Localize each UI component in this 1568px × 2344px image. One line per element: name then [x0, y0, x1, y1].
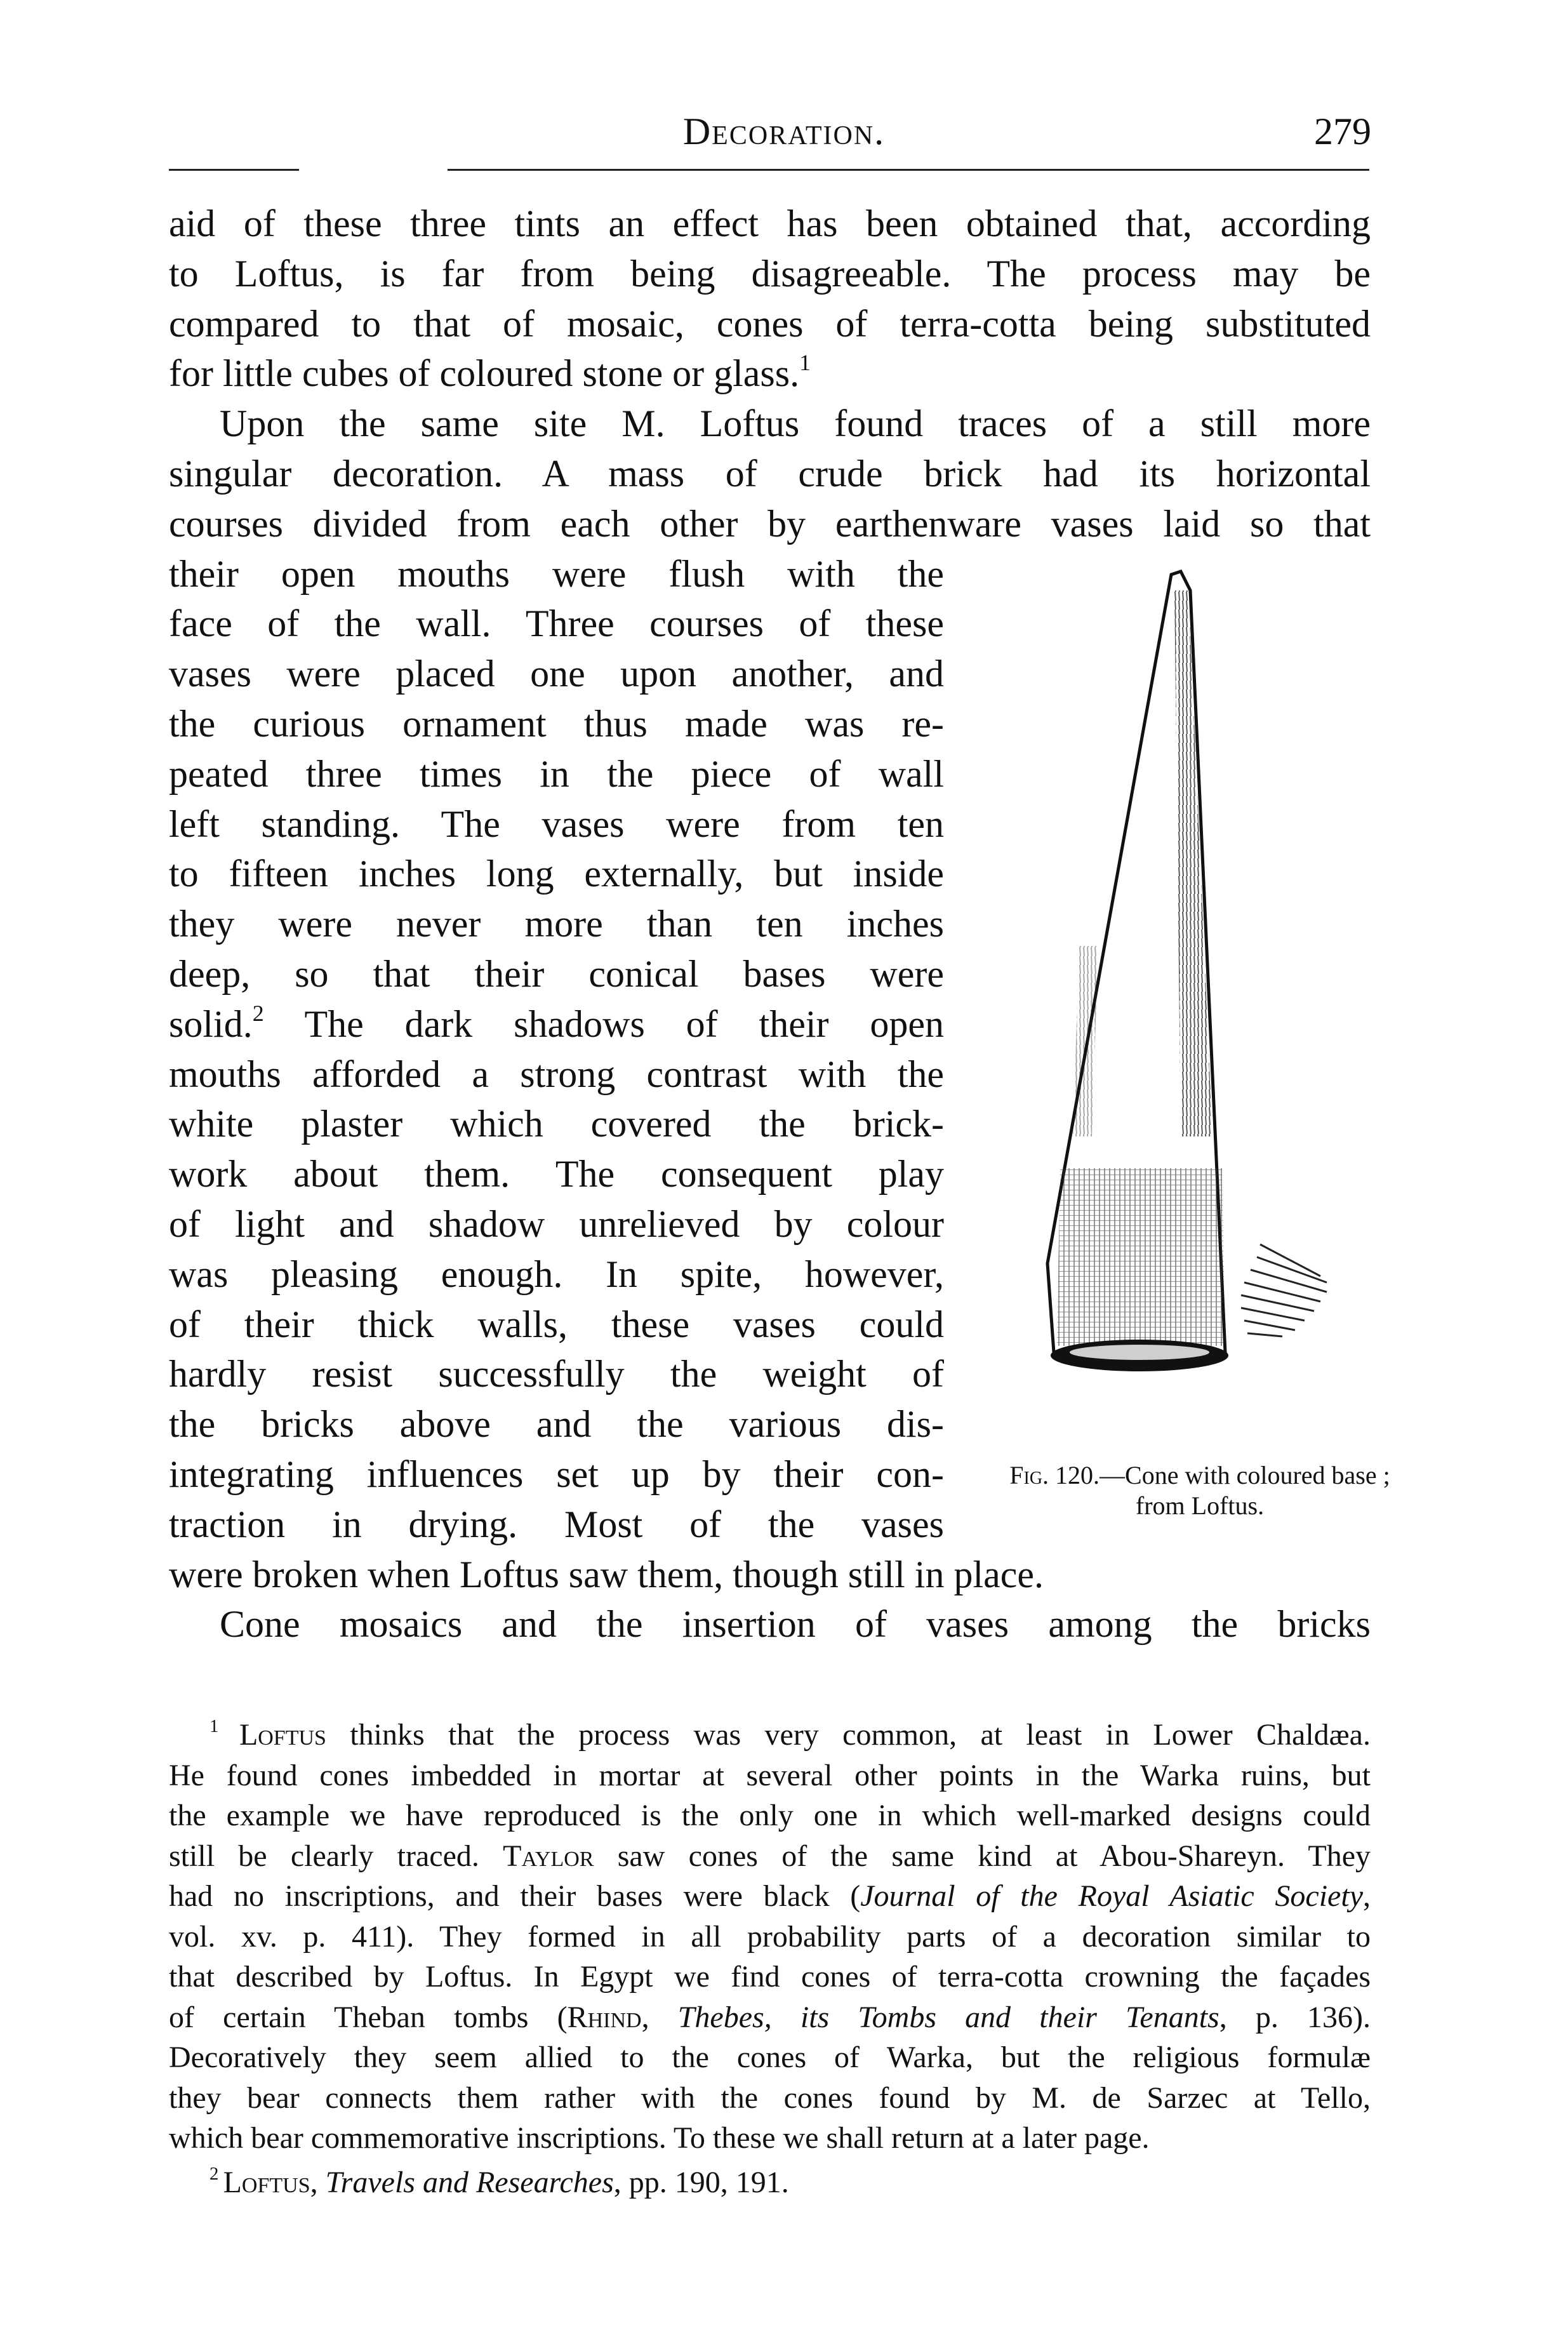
- body-line-text: Cone mosaics and the insertion of vases among the bricks: [220, 1603, 1371, 1646]
- footnote-text: they bear connects them rather with the cones found by M. de Sarzec at Tello,: [169, 2081, 1371, 2115]
- footnote-text: of certain Theban tombs (: [169, 2000, 568, 2034]
- body-line: [169, 949, 944, 999]
- body-line: [169, 1500, 944, 1550]
- body-line-text: vases were placed one upon another, and: [169, 653, 944, 695]
- body-line-text: hardly resist successfully the weight of: [169, 1353, 944, 1395]
- body-line: [169, 699, 944, 749]
- footnote-text: still be clearly traced.: [169, 1839, 503, 1873]
- body-line-text: was pleasing enough. In spite, however,: [169, 1253, 944, 1295]
- footnote-text: , pp. 190, 191.: [613, 2165, 789, 2199]
- body-line: [169, 849, 944, 899]
- body-line-text: for little cubes of coloured stone or glass.: [169, 352, 800, 395]
- body-line: [169, 899, 944, 949]
- body-line-text: courses divided from each other by earthenware vases laid so that: [169, 502, 1371, 545]
- body-line: [169, 1149, 944, 1199]
- body-line: [169, 1349, 944, 1399]
- body-line-text: were broken when Loftus saw them, though still in place.: [169, 1553, 1044, 1595]
- citation-title: Journal of the Royal Asiatic Society: [860, 1879, 1363, 1913]
- body-line-text: compared to that of mosaic, cones of terra-cotta being substituted: [169, 302, 1371, 345]
- body-line: [169, 1099, 944, 1149]
- body-line-text: face of the wall. Three courses of these: [169, 603, 944, 645]
- body-line: [169, 1049, 944, 1100]
- body-line: [169, 199, 1371, 249]
- body-line: [169, 349, 1371, 399]
- body-line-text: left standing. The vases were from ten: [169, 802, 944, 845]
- footnote-text: that described by Loftus. In Egypt we find cones of terra-cotta crowning the façades: [169, 1960, 1371, 1994]
- figure-label: Fig. 120.: [1009, 1461, 1100, 1489]
- header-rule-short: [169, 169, 299, 171]
- footnote-line: [169, 1755, 1371, 1796]
- body-line: [169, 449, 1371, 499]
- running-title: Decoration.: [682, 110, 886, 152]
- body-line: [169, 649, 944, 699]
- body-line: [220, 399, 1371, 449]
- body-line-text: to fifteen inches long externally, but inside: [169, 853, 944, 895]
- footnote-line: [209, 1715, 1371, 1755]
- footnote-number: 2: [209, 2163, 223, 2184]
- body-line: [169, 1449, 944, 1500]
- figure-caption-text: —Cone with coloured base ; from Loftus.: [1100, 1461, 1390, 1520]
- body-line: [169, 599, 944, 649]
- body-line: [169, 1249, 944, 1300]
- body-line-text: deep, so that their conical bases were: [169, 953, 944, 995]
- footnote-reference[interactable]: 1: [799, 350, 811, 376]
- footnote-text: vol. xv. p. 411). They formed in all probability parts of a decoration similar to: [169, 1919, 1371, 1954]
- body-line: [169, 799, 944, 849]
- footnote-text: ,: [310, 2165, 326, 2199]
- body-line: [169, 1550, 1371, 1600]
- page-number: 279: [1314, 110, 1371, 152]
- terra-cotta-cone-illustration: [1022, 565, 1352, 1435]
- footnote-text: Loftus: [239, 1718, 326, 1752]
- footnote-text: thinks that the process was very common, at least in Lower Chaldæa.: [326, 1718, 1371, 1752]
- footnote-text: the example we have reproduced is the only one in which well-marked designs could: [169, 1799, 1371, 1832]
- body-line-text: their open mouths were flush with the: [169, 552, 944, 595]
- body-line-text: aid of these three tints an effect has been obtained that, according: [169, 203, 1371, 244]
- footnote-text: Taylor: [503, 1839, 594, 1873]
- body-line-text: The dark shadows of their open: [263, 1002, 944, 1045]
- body-line-text: of their thick walls, these vases could: [169, 1303, 944, 1345]
- body-line: [220, 1599, 1371, 1649]
- body-line-text: the curious ornament thus made was re-: [169, 703, 944, 745]
- body-line-text: mouths afforded a strong contrast with the: [169, 1053, 944, 1095]
- body-line-text: integrating influences set up by their con-: [169, 1453, 944, 1495]
- body-line-text: of light and shadow unrelieved by colour: [169, 1203, 944, 1245]
- body-line: [169, 549, 944, 599]
- body-line-text: white plaster which covered the brick-: [169, 1103, 944, 1145]
- body-line-text: the bricks above and the various dis-: [169, 1403, 944, 1446]
- footnote-text: Loftus: [223, 2165, 310, 2199]
- body-line: [169, 1199, 944, 1249]
- footnote-text: which bear commemorative inscriptions. To these we shall return at a later page.: [169, 2121, 1150, 2155]
- citation-title: Travels and Researches: [325, 2165, 614, 2199]
- body-line-text: solid.: [169, 1002, 253, 1045]
- footnote-line: [169, 1917, 1371, 1957]
- footnote-line: [209, 2162, 1371, 2203]
- figure-caption: [1009, 1460, 1390, 1521]
- footnote-text: Decoratively they seem allied to the cones of Warka, but the religious formulæ: [169, 2041, 1371, 2074]
- footnote-line: [169, 1997, 1371, 2038]
- footnote-line: [169, 1876, 1371, 1917]
- footnote-text: He found cones imbedded in mortar at several other points in the Warka ruins, but: [169, 1758, 1371, 1792]
- footnote-text: , p. 136).: [1219, 2000, 1371, 2034]
- footnote-text: ,: [641, 2000, 678, 2034]
- footnote-line: [169, 2037, 1371, 2078]
- body-line: [169, 499, 1371, 549]
- body-line: [169, 249, 1371, 299]
- body-line: [169, 299, 1371, 349]
- footnote-text: ,: [1363, 1879, 1371, 1913]
- citation-title: Thebes, its Tombs and their Tenants: [677, 2000, 1219, 2034]
- footnote-reference[interactable]: 2: [252, 1000, 264, 1026]
- footnote-text: saw cones of the same kind at Abou-Shareyn. They: [594, 1839, 1371, 1873]
- footnote-line: [169, 2078, 1371, 2119]
- body-line-text: peated three times in the piece of wall: [169, 752, 944, 795]
- footnote-line: [169, 2118, 1371, 2159]
- body-line-text: work about them. The consequent play: [169, 1153, 944, 1195]
- body-line-text: traction in drying. Most of the vases: [169, 1503, 944, 1545]
- footnote-text: Rhind: [567, 2000, 642, 2034]
- header-rule-long: [448, 169, 1369, 171]
- body-line: [169, 1399, 944, 1449]
- footnote-line: [169, 1795, 1371, 1836]
- body-line-text: to Loftus, is far from being disagreeable. The process may be: [169, 252, 1371, 295]
- body-line-text: singular decoration. A mass of crude brick had its horizontal: [169, 453, 1371, 495]
- footnote-line: [169, 1836, 1371, 1877]
- body-line-text: they were never more than ten inches: [169, 903, 944, 945]
- body-line: [169, 999, 944, 1049]
- footnote-text: had no inscriptions, and their bases were black (: [169, 1879, 861, 1913]
- body-line: [169, 749, 944, 799]
- footnote-number: 1: [209, 1715, 239, 1736]
- footnote-line: [169, 1957, 1371, 1997]
- body-line: [169, 1300, 944, 1350]
- body-line-text: Upon the same site M. Loftus found traces of a still more: [220, 403, 1371, 445]
